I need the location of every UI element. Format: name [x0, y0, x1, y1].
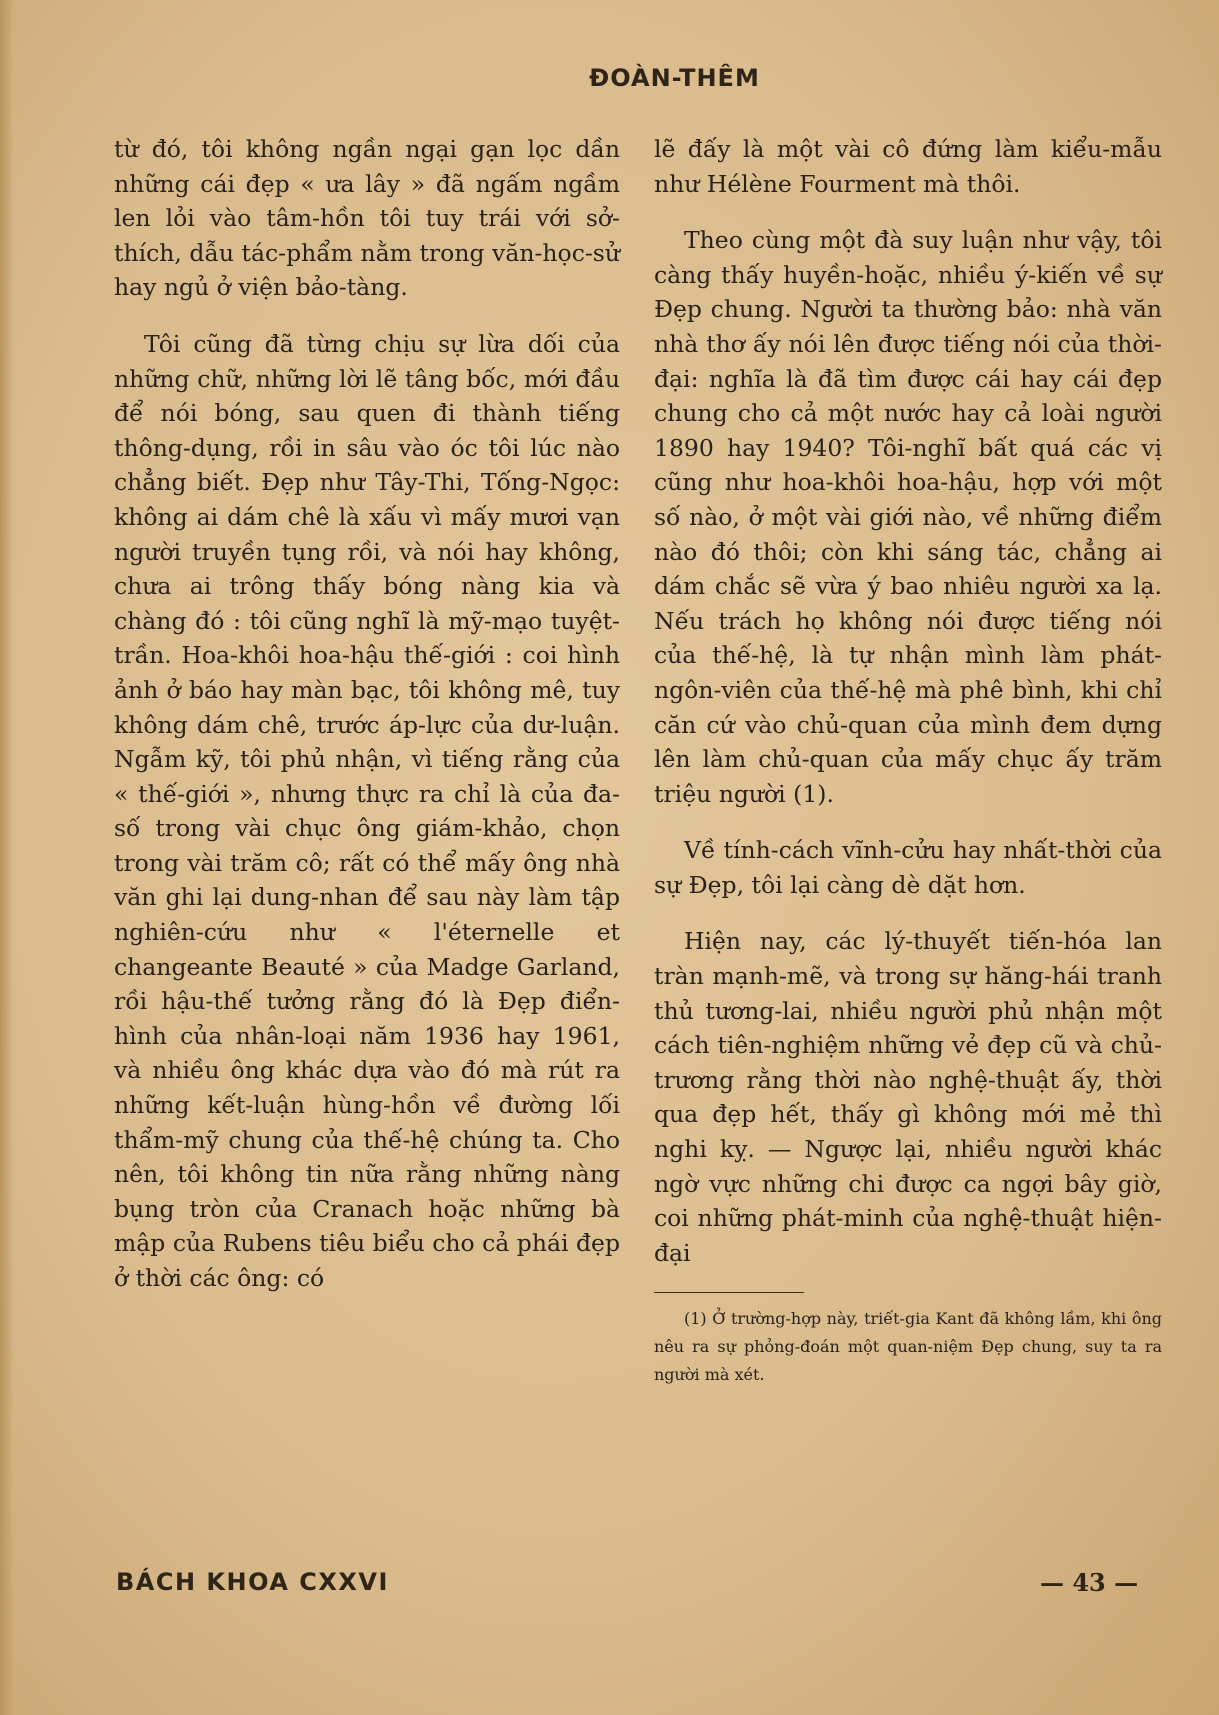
page-number: — 43 —	[1040, 1568, 1139, 1597]
left-column	[114, 132, 620, 1318]
paper-edge-shadow	[0, 0, 14, 1715]
running-title: ĐOÀN-THÊM	[589, 64, 760, 92]
right-paragraph-3: Về tính-cách vĩnh-cửu hay nhất-thời của sự Đẹp, tôi lại càng dè dặt hơn.	[654, 836, 1162, 899]
right-paragraph-1: lẽ đấy là một vài cô đứng làm kiểu-mẫu như Hélène Fourment mà thôi.	[654, 135, 1162, 198]
footnote-divider	[654, 1292, 804, 1293]
left-paragraph-1: từ đó, tôi không ngần ngại gạn lọc dần những cái đẹp « ưa lây » đã ngấm ngầm len lỏi vào tâm-hồn tôi tuy trái với sở-thích, dẫu tác-phẩm nằm trong văn-học-sử hay ngủ ở viện bảo-tàng.	[114, 135, 620, 302]
right-paragraph-4: Hiện nay, các lý-thuyết tiến-hóa lan tràn mạnh-mẽ, và trong sự hăng-hái tranh thủ tương-lai, nhiều người phủ nhận một cách tiên-nghiệm những vẻ đẹp cũ và chủ-trương rằng thời nào nghệ-thuật ấy, thời qua đẹp hết, thấy gì không mới mẻ thì nghi kỵ. — Ngược lại, nhiều người khác ngờ vực những chi được ca ngợi bây giờ, coi những phát-minh của nghệ-thuật hiện-đại	[654, 927, 1162, 1267]
right-paragraph-2: Theo cùng một đà suy luận như vậy, tôi càng thấy huyền-hoặc, nhiều ý-kiến về sự Đẹp chung. Người ta thường bảo: nhà văn nhà thơ ấy nói lên được tiếng nói của thời-đại: nghĩa là đã tìm được cái hay cái đẹp chung cho cả một nước hay cả loài người 1890 hay 1940? Tôi-nghĩ bất quá các vị cũng như hoa-khôi hoa-hậu, hợp với một số nào, ở một vài giới nào, về những điểm nào đó thôi; còn khi sáng tác, chẳng ai dám chắc sẽ vừa ý bao nhiêu người xa lạ. Nếu trách họ không nói được tiếng nói của thế-hệ, là tự nhận mình làm phát-ngôn-viên của thế-hệ mà phê bình, khi chỉ căn cứ vào chủ-quan của mình đem dựng lên làm chủ-quan của mấy chục ấy trăm triệu người (1).	[654, 226, 1162, 808]
publication-footer: BÁCH KHOA CXXVI	[116, 1568, 389, 1596]
right-column	[654, 132, 1162, 1411]
footnote: (1) Ở trường-hợp này, triết-gia Kant đã không lầm, khi ông nêu ra sự phỏng-đoán một quan-niệm Đẹp chung, suy ta ra người mà xét.	[654, 1309, 1162, 1385]
left-paragraph-2: Tôi cũng đã từng chịu sự lừa dối của những chữ, những lời lẽ tâng bốc, mới đầu để nói bóng, sau quen đi thành tiếng thông-dụng, rồi in sâu vào óc tôi lúc nào chẳng biết. Đẹp như Tây-Thi, Tống-Ngọc: không ai dám chê là xấu vì mấy mươi vạn người truyền tụng rồi, và nói hay không, chưa ai trông thấy bóng nàng kia và chàng đó : tôi cũng nghĩ là mỹ-mạo tuyệt-trần. Hoa-khôi hoa-hậu thế-giới : coi hình ảnh ở báo hay màn bạc, tôi không mê, tuy không dám chê, trước áp-lực của dư-luận. Ngẫm kỹ, tôi phủ nhận, vì tiếng rằng của « thế-giới », nhưng thực ra chỉ là của đa-số trong vài chục ông giám-khảo, chọn trong vài trăm cô; rất có thể mấy ông nhà văn ghi lại dung-nhan để sau này làm tập nghiên-cứu như « l'éternelle et changeante Beauté » của Madge Garland, rồi hậu-thế tưởng rằng đó là Đẹp điển-hình của nhân-loại năm 1936 hay 1961, và nhiều ông khác dựa vào đó mà rút ra những kết-luận hùng-hồn về đường lối thẩm-mỹ chung của thế-hệ chúng ta. Cho nên, tôi không tin nữa rằng những nàng bụng tròn của Cranach hoặc những bà mập của Rubens tiêu biểu cho cả phái đẹp ở thời các ông: có	[114, 329, 620, 1292]
